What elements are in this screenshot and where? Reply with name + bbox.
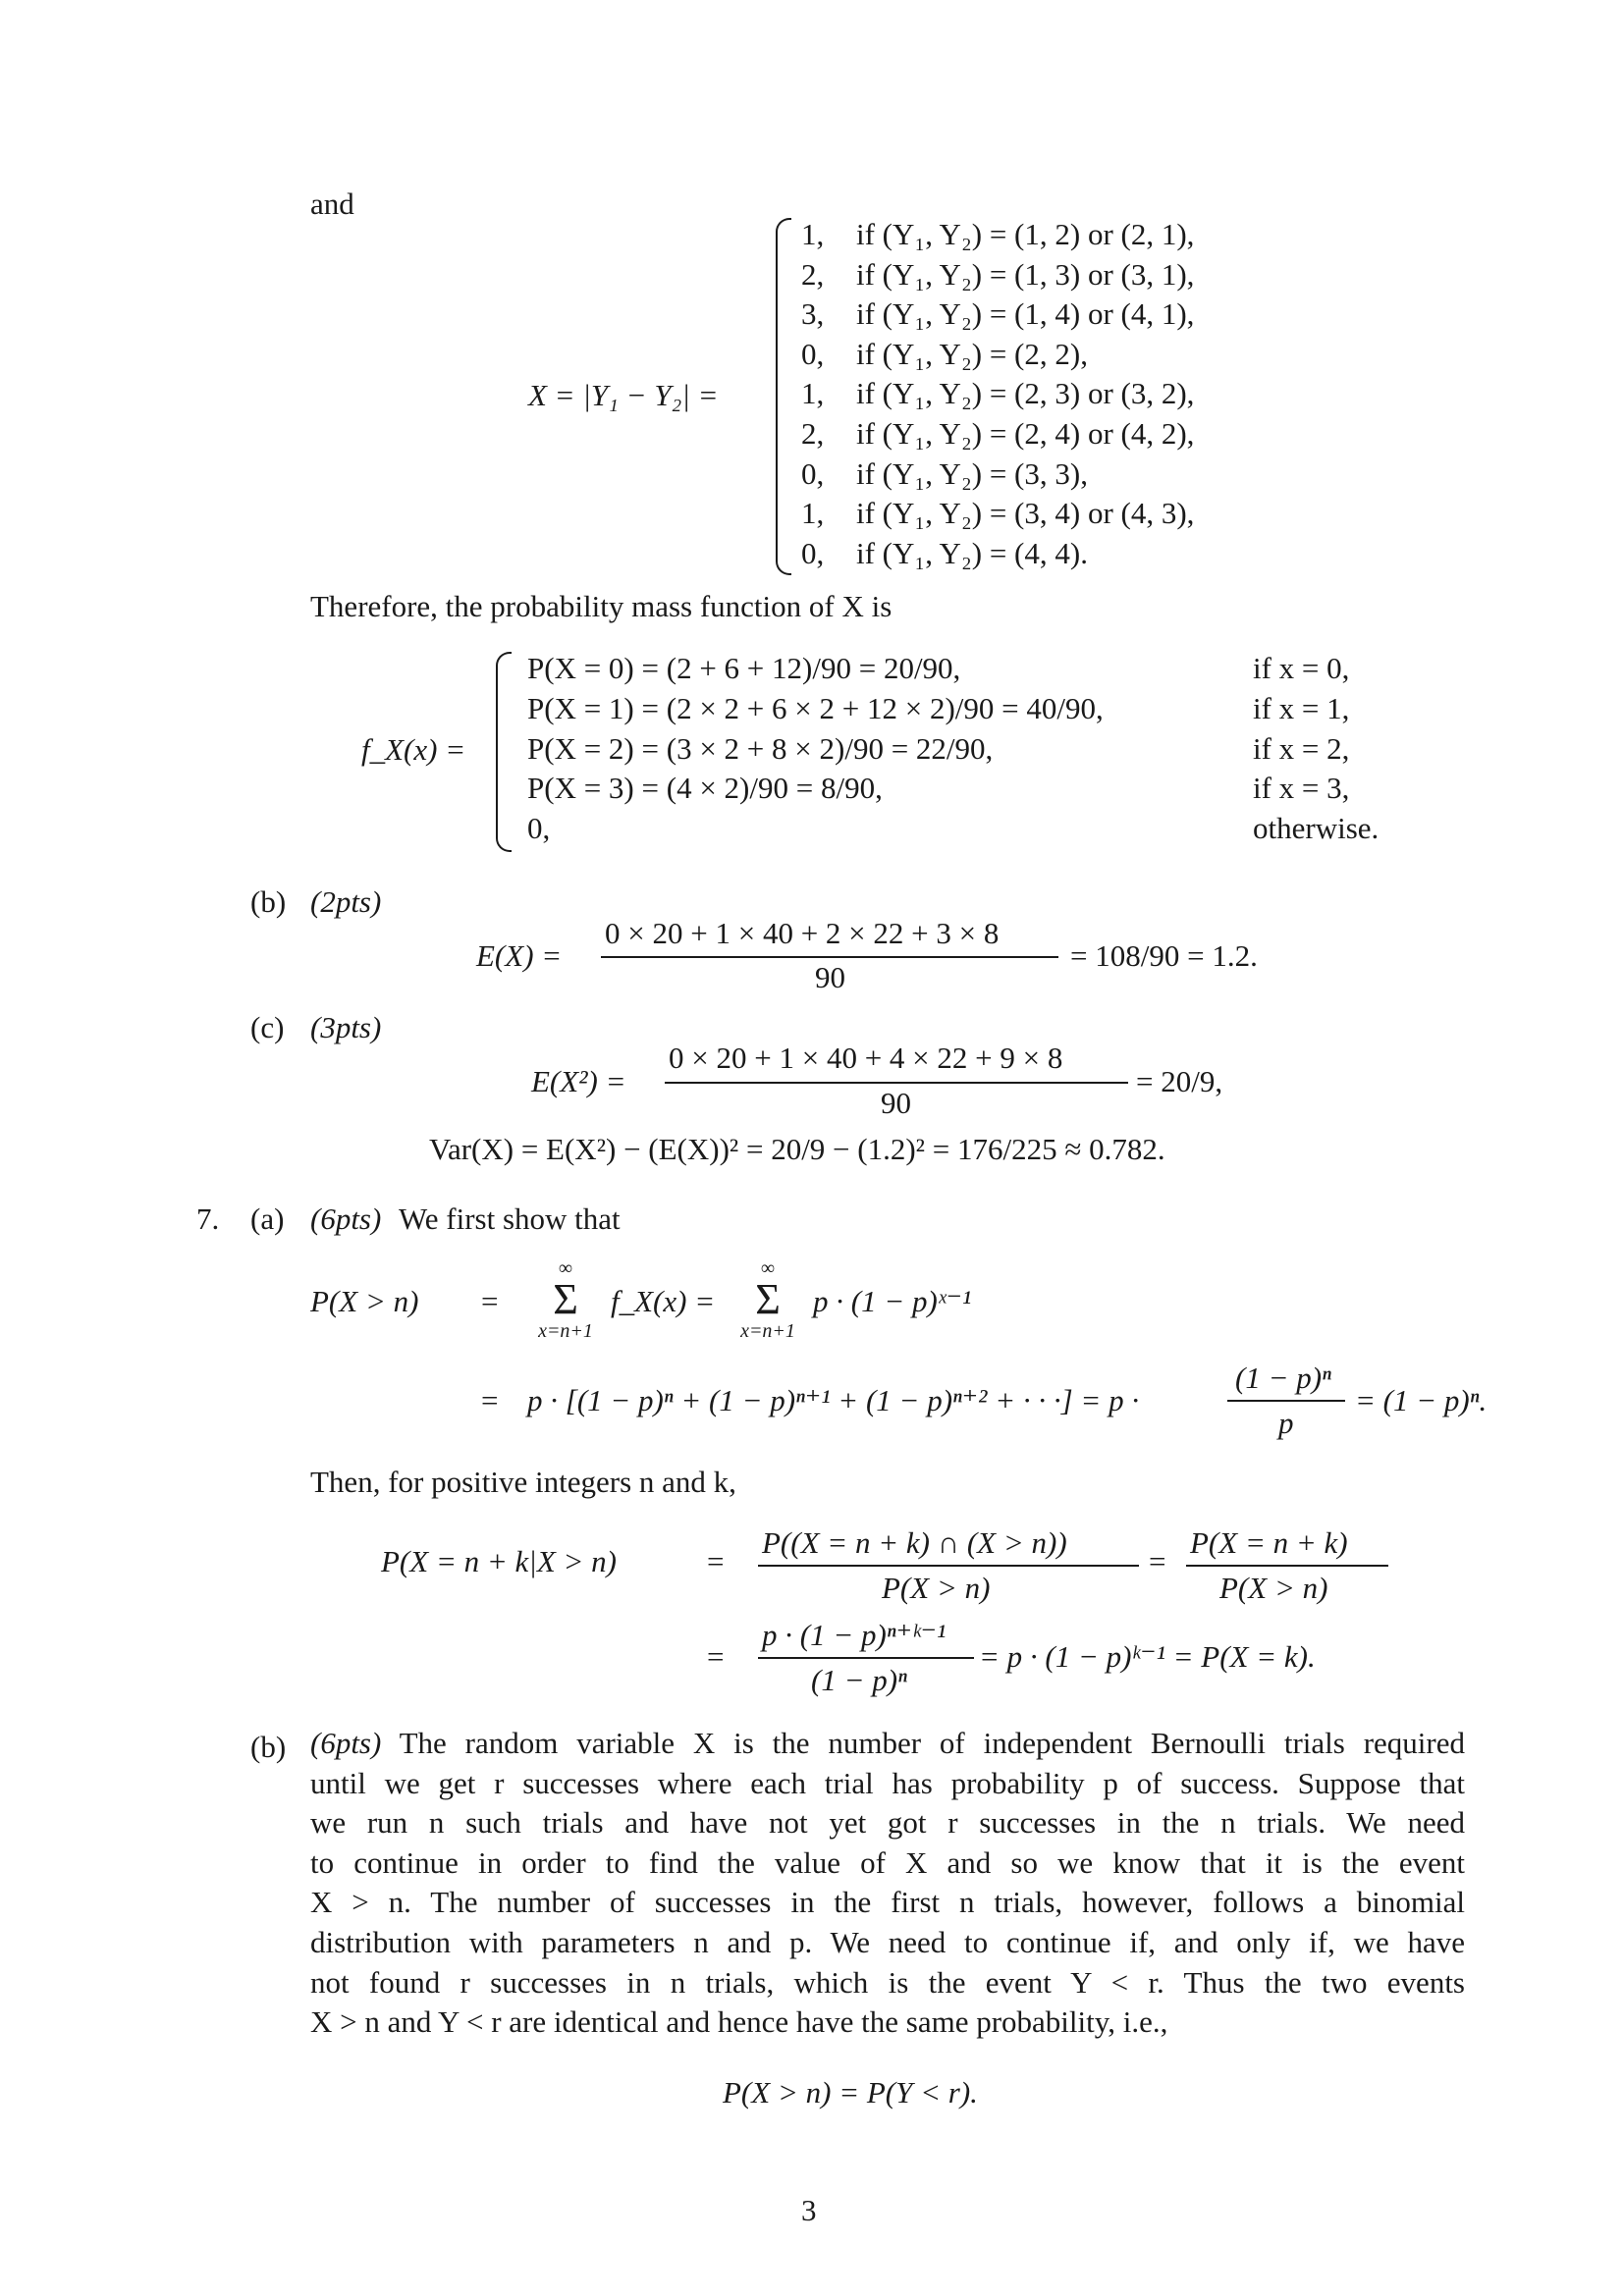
part-b-points: (2pts): [310, 884, 382, 919]
equals: =: [481, 1284, 499, 1318]
equals: =: [707, 1639, 725, 1674]
paragraph-line: [310, 1923, 1465, 1963]
case-value: 3,: [801, 296, 825, 332]
series-result: = (1 − p)ⁿ.: [1355, 1383, 1488, 1417]
part-c-label: (c): [250, 1010, 285, 1044]
fraction-bar: [601, 956, 1058, 958]
paragraph-line: [310, 1803, 1465, 1843]
variance-line: Var(X) = E(X²) − (E(X))² = 20/9 − (1.2)² = 176/225 ≈ 0.782.: [429, 1132, 1165, 1166]
paragraph-text: not found r successes in n trials, which is the event Y < r. Thus the two events: [310, 1964, 1465, 2000]
case-condition: if (Y₁, Y₂) = (1, 4) or (4, 1),: [856, 296, 1195, 332]
cond-den-1: P(X > n): [882, 1571, 991, 1605]
cond-den-2: P(X > n): [1219, 1571, 1328, 1605]
pmf-case-value: P(X = 2) = (3 × 2 + 8 × 2)/90 = 22/90,: [527, 730, 994, 766]
equals: =: [1149, 1544, 1166, 1578]
case-value: 0,: [801, 535, 825, 570]
case-value: 0,: [801, 336, 825, 371]
pmf-case-value: P(X = 1) = (2 × 2 + 6 × 2 + 12 × 2)/90 = 40/90,: [527, 690, 1104, 725]
case-condition: if (Y₁, Y₂) = (3, 4) or (4, 3),: [856, 496, 1195, 531]
pmf-case-value: P(X = 0) = (2 + 6 + 12)/90 = 20/90,: [527, 651, 961, 685]
paragraph-text: to continue in order to find the value of X and so we know that it is the event: [310, 1844, 1465, 1880]
equals: =: [481, 1383, 499, 1417]
pmf-case-condition: if x = 3,: [1253, 771, 1350, 806]
cond-num-3: p · (1 − p)ⁿ⁺ᵏ⁻¹: [762, 1618, 947, 1652]
pmf-case-value: P(X = 3) = (4 × 2)/90 = 8/90,: [527, 771, 883, 806]
part-c-points: (3pts): [310, 1010, 382, 1044]
fraction-bar: [665, 1082, 1128, 1084]
case-condition: if (Y₁, Y₂) = (1, 2) or (2, 1),: [856, 217, 1195, 251]
paragraph-line: [310, 1883, 1465, 1923]
fraction-bar: [758, 1657, 974, 1659]
paragraph-line: [310, 1764, 1465, 1804]
ex2-lhs: E(X²) =: [531, 1064, 626, 1098]
paragraph-text: The random variable X is the number of independent Bernoulli trials required: [399, 1726, 1465, 1760]
part-b7-paragraph: [310, 1724, 1465, 2043]
paragraph-line: [310, 1724, 1465, 1764]
equals: =: [707, 1544, 725, 1578]
case-condition: if (Y₁, Y₂) = (2, 4) or (4, 2),: [856, 416, 1195, 451]
case-condition: if (Y₁, Y₂) = (3, 3),: [856, 455, 1088, 491]
tail-lhs: P(X > n): [310, 1284, 419, 1318]
fraction-bar: [1227, 1400, 1345, 1402]
sum-term-1: f_X(x) =: [611, 1284, 716, 1318]
left-brace: [496, 652, 512, 852]
case-condition: if (Y₁, Y₂) = (4, 4).: [856, 535, 1088, 570]
x-def-lhs: X = |Y₁ − Y₂| =: [528, 378, 719, 412]
page-number: 3: [801, 2193, 817, 2227]
case-value: 1,: [801, 217, 825, 251]
pmf-case-condition: if x = 0,: [1253, 651, 1350, 685]
ex-lhs: E(X) =: [476, 938, 563, 973]
case-condition: if (Y₁, Y₂) = (2, 3) or (3, 2),: [856, 376, 1195, 411]
cond-result: = p · (1 − p)ᵏ⁻¹ = P(X = k).: [979, 1639, 1316, 1674]
case-value: 1,: [801, 376, 825, 411]
ex-numerator: 0 × 20 + 1 × 40 + 2 × 22 + 3 × 8: [605, 916, 1000, 950]
case-condition: if (Y₁, Y₂) = (2, 2),: [856, 336, 1088, 371]
conclusion-equation: P(X > n) = P(Y < r).: [723, 2075, 978, 2109]
case-value: 0,: [801, 455, 825, 491]
paragraph-text: until we get r successes where each trial has probability p of success. Suppose that: [310, 1765, 1465, 1800]
pmf-case-condition: if x = 2,: [1253, 730, 1350, 766]
part-a-points: (6pts): [310, 1201, 382, 1236]
ex-result: = 108/90 = 1.2.: [1070, 938, 1258, 973]
intro-word: and: [310, 187, 354, 221]
paragraph-text: X > n. The number of successes in the first n trials, however, follows a binomial: [310, 1885, 1465, 1920]
paragraph-text: we run n such trials and have not yet got r successes in the n trials. We need: [310, 1805, 1465, 1841]
sum-term-2: p · (1 − p)ˣ⁻¹: [813, 1284, 972, 1318]
paragraph-line: [310, 1843, 1465, 1884]
pmf-case-condition: if x = 1,: [1253, 690, 1350, 725]
paragraph-line: [310, 1963, 1465, 2003]
part-b7-label: (b): [250, 1730, 287, 1764]
part-a-text: We first show that: [399, 1201, 621, 1236]
pmf-lhs: f_X(x) =: [361, 732, 466, 767]
case-condition: if (Y₁, Y₂) = (1, 3) or (3, 1),: [856, 256, 1195, 292]
sum-symbol: ∞ Σ x=n+1: [538, 1257, 593, 1342]
ex2-numerator: 0 × 20 + 1 × 40 + 4 × 22 + 9 × 8: [669, 1041, 1063, 1075]
case-value: 2,: [801, 256, 825, 292]
fraction-bar: [758, 1565, 1139, 1567]
ex-denominator: 90: [815, 960, 845, 994]
frac-denominator: p: [1278, 1406, 1294, 1440]
then-text: Then, for positive integers n and k,: [310, 1465, 736, 1499]
part-b7-points: (6pts): [310, 1726, 382, 1760]
case-value: 1,: [801, 496, 825, 531]
cond-num-2: P(X = n + k): [1190, 1525, 1348, 1560]
sum-symbol: ∞ Σ x=n+1: [740, 1257, 795, 1342]
paragraph-text: X > n and Y < r are identical and hence have the same probability, i.e.,: [310, 2004, 1168, 2040]
part-a-label: (a): [250, 1201, 285, 1236]
frac-numerator: (1 − p)ⁿ: [1235, 1361, 1331, 1395]
series-expansion: p · [(1 − p)ⁿ + (1 − p)ⁿ⁺¹ + (1 − p)ⁿ⁺² + · · ·] = p ·: [527, 1383, 1140, 1417]
cond-num-1: P((X = n + k) ∩ (X > n)): [762, 1525, 1067, 1560]
paragraph-text: distribution with parameters n and p. We need to continue if, and only if, we have: [310, 1924, 1465, 1959]
question-number: 7.: [196, 1201, 220, 1236]
ex2-denominator: 90: [881, 1086, 911, 1120]
part-b-label: (b): [250, 884, 287, 919]
pmf-case-value: 0,: [527, 811, 551, 846]
pmf-case-condition: otherwise.: [1253, 811, 1380, 846]
pmf-intro: Therefore, the probability mass function of X is: [310, 589, 893, 623]
left-brace: [776, 218, 791, 575]
cond-den-3: (1 − p)ⁿ: [811, 1663, 907, 1697]
paragraph-line: [310, 2002, 1465, 2043]
ex2-result: = 20/9,: [1136, 1064, 1223, 1098]
case-value: 2,: [801, 416, 825, 451]
fraction-bar: [1186, 1565, 1388, 1567]
conditional-lhs: P(X = n + k|X > n): [381, 1544, 617, 1578]
